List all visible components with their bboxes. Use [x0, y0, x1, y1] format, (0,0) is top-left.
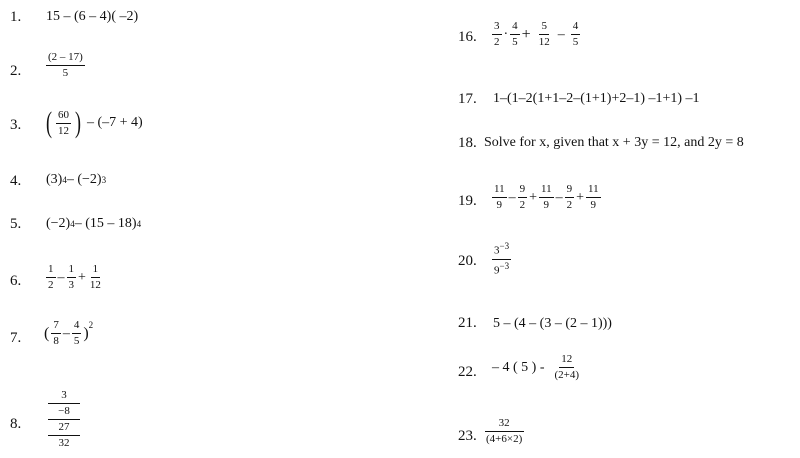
problem-number: 16. [458, 29, 477, 45]
problem-number: 6. [10, 273, 22, 289]
expression: $\frac{1}{2}$ – $\frac{1}{3}$ + $\frac{1}{12}$ [48, 263, 101, 291]
expression: Solve for x, given that x + 3y = 12, and 2y = 8 [484, 135, 744, 150]
problem-number: 5. [10, 216, 22, 232]
expression: – 4 ( 5 ) - $\frac{12}{(2+4)}$ [492, 353, 580, 381]
problem-number: 1. [10, 9, 22, 25]
expression: 3 −8 27 32 [48, 390, 80, 449]
problem-number: 19. [458, 193, 477, 209]
problem-number: 3. [10, 117, 22, 133]
expression: 15 – (6 – 4)( –2) [46, 9, 139, 24]
expression: 1–(1–2(1+1–2–(1+1)+2–1) –1+1) –1 [493, 91, 700, 106]
expression: $\frac{11}{9}$ – $\frac{9}{2}$ + $\frac{11}{9}$ – $\frac{9}{2}$ + $\frac{11}{9}$ [494, 183, 599, 211]
problem-number: 18. [458, 135, 477, 151]
problem-number: 2. [10, 63, 22, 79]
expression: $\frac{3^{-3}}{9^{-3}}$ [494, 241, 510, 277]
problem-number: 21. [458, 315, 477, 331]
problem-number: 7. [10, 330, 22, 346]
expression: $\frac{3}{2}$ · $\frac{4}{5}$ + $\frac{5}{12}$ – $\frac{4}{5}$ [494, 20, 579, 48]
expression: $\frac{(2 - 17)}{5}$ [48, 51, 83, 79]
expression: ( $\frac{60}{12}$ ) – (–7 + 4) [46, 106, 143, 139]
problem-number: 20. [458, 253, 477, 269]
problem-number: 8. [10, 416, 22, 432]
problem-number: 22. [458, 364, 477, 380]
expression: 5 – (4 – (3 – (2 – 1))) [493, 316, 612, 331]
problem-number: 4. [10, 173, 22, 189]
problem-number: 23. [458, 428, 477, 444]
expression: (3) 4 – (−2) 3 [46, 172, 107, 187]
expression: ( $\frac{7}{8}$ – $\frac{4}{5}$ ) $^2$ [44, 319, 94, 347]
expression: $\frac{32}{(4+6\times 2)}$ [486, 417, 523, 445]
problem-number: 17. [458, 91, 477, 107]
expression: (−2) 4 – (15 – 18) 4 [46, 216, 142, 231]
